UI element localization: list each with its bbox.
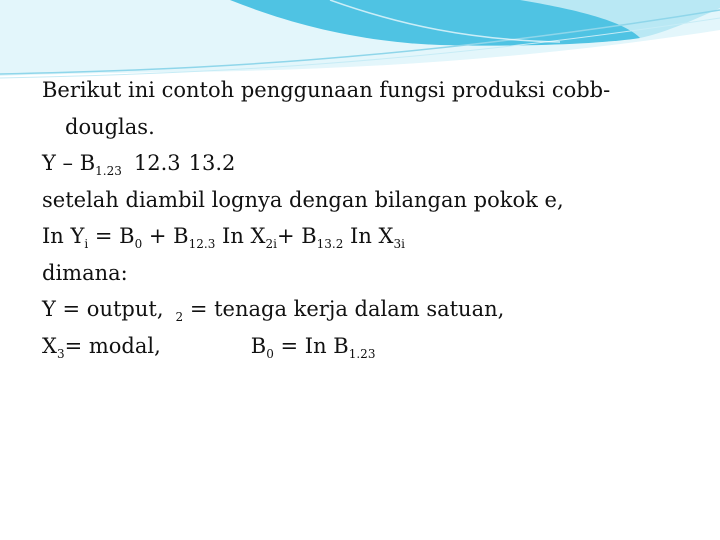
intro-line-1: Berikut ini contoh penggunaan fungsi produksi cobb- [42, 78, 611, 102]
eq2-term-5: + B [276, 224, 317, 248]
eq2-sub-6: 3i [393, 237, 405, 251]
eq2-term-2: = B [88, 224, 135, 248]
intro-line-2: douglas. [65, 114, 155, 139]
def2-modal: = modal, [64, 333, 161, 358]
def2-x3-subscript: 3 [56, 346, 65, 361]
eq1-exponent-a: 12.3 [133, 151, 181, 175]
def2-b0-subscript: 0 [266, 346, 274, 361]
eq1-lhs: Y – B [42, 151, 96, 175]
eq2-sub-4: 2i [265, 237, 277, 251]
eq2-sub-3: 12.3 [188, 237, 216, 251]
def2-in-b: = In B [273, 333, 349, 358]
eq2-sub-1: i [84, 237, 89, 251]
dimana-label: dimana: [42, 260, 128, 285]
eq2-term-6: In X [343, 224, 394, 248]
def2-b0: B [250, 333, 267, 358]
eq2-sub-2: 0 [134, 237, 143, 251]
cobb-douglas-equation [42, 145, 682, 182]
eq2-term-4: In X [215, 224, 266, 248]
eq1-exponent-b: 13.2 [188, 151, 236, 175]
def1-output: Y = output, [42, 297, 164, 321]
def1-subscript: 2 [175, 310, 184, 324]
eq1-lhs-subscript: 1.23 [95, 164, 122, 178]
log-explanation-line: setelah diambil lognya dengan bilangan pokok e, [42, 187, 564, 212]
definition-line-2 [42, 328, 682, 365]
def1-labor: = tenaga kerja dalam satuan, [183, 297, 505, 321]
def2-in-b-subscript: 1.23 [348, 346, 376, 361]
def2-x3: X [42, 333, 57, 358]
definition-line-1 [42, 291, 682, 328]
slide-body [42, 72, 682, 364]
eq2-term-3: + B [142, 224, 189, 248]
eq2-sub-5: 13.2 [316, 237, 344, 251]
eq2-term-1: In Y [42, 224, 85, 248]
log-equation [42, 218, 682, 255]
